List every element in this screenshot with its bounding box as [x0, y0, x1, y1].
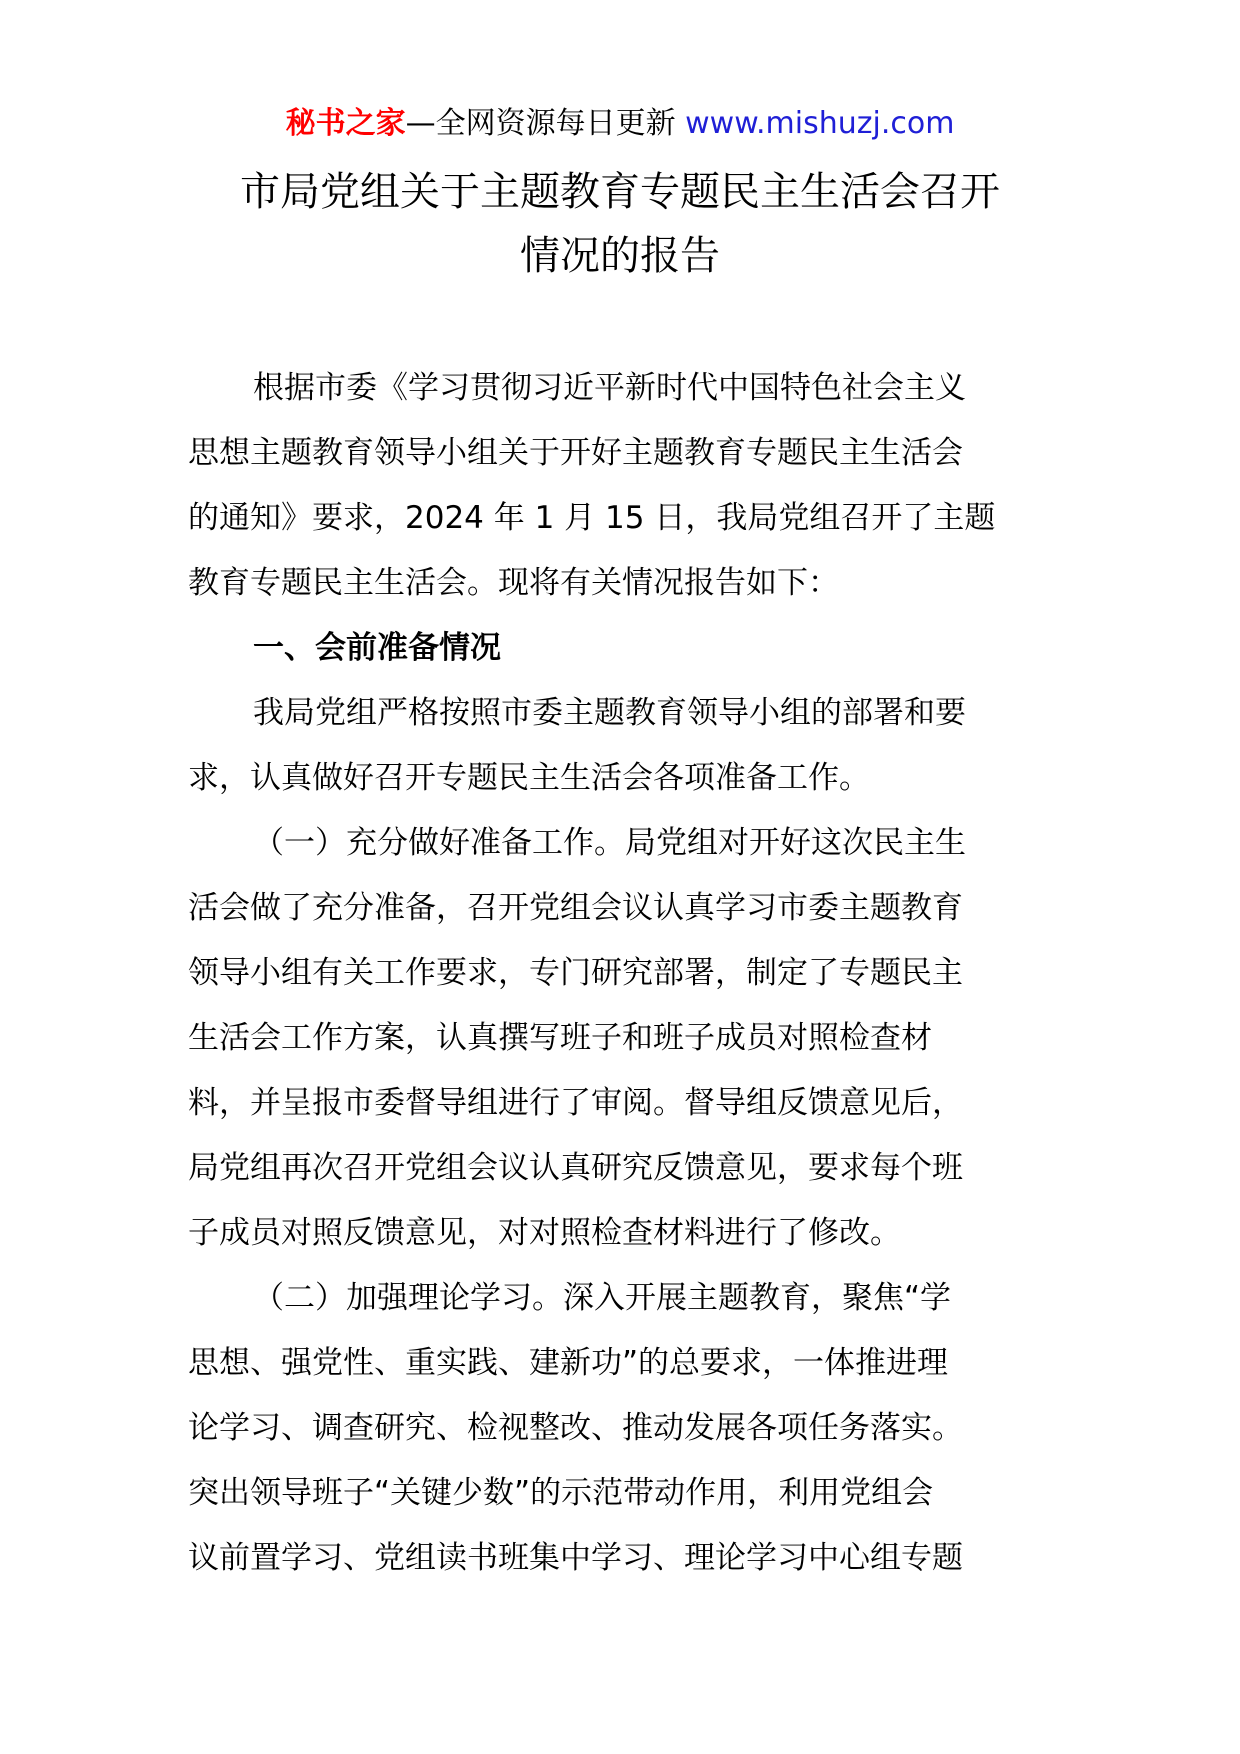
body-line: 突出领导班子“关键少数”的示范带动作用，利用党组会 — [188, 1475, 934, 1511]
body-line: 思想主题教育领导小组关于开好主题教育专题民主生活会 — [188, 435, 963, 471]
body-line: 根据市委《学习贯彻习近平新时代中国特色社会主义 — [253, 370, 966, 406]
body-line: 论学习、调查研究、检视整改、推动发展各项任务落实。 — [188, 1410, 963, 1446]
section-heading: 一、会前准备情况 — [253, 630, 501, 666]
body-line: 子成员对照反馈意见，对对照检查材料进行了修改。 — [188, 1215, 901, 1251]
body-line: 领导小组有关工作要求，专门研究部署，制定了专题民主 — [188, 955, 963, 991]
body-line: 我局党组严格按照市委主题教育领导小组的部署和要 — [253, 695, 966, 731]
body-line: 的通知》要求，2024 年 1 月 15 日，我局党组召开了主题 — [188, 500, 996, 536]
body-line: （一）充分做好准备工作。局党组对开好这次民主生 — [253, 825, 966, 861]
body-line: 局党组再次召开党组会议认真研究反馈意见，要求每个班 — [188, 1150, 963, 1186]
body-line: 议前置学习、党组读书班集中学习、理论学习中心组专题 — [188, 1540, 963, 1576]
header-tagline: —全网资源每日更新 — [405, 106, 676, 141]
body-line: 教育专题民主生活会。现将有关情况报告如下： — [188, 565, 839, 601]
body-line: 活会做了充分准备，召开党组会议认真学习市委主题教育 — [188, 890, 963, 926]
site-header — [0, 102, 1240, 146]
brand-name: 秘书之家 — [285, 106, 406, 141]
body-line: 求，认真做好召开专题民主生活会各项准备工作。 — [188, 760, 870, 796]
title-line-2: 情况的报告 — [520, 233, 720, 279]
document-title — [170, 160, 1070, 288]
site-url-link[interactable]: www.mishuzj.com — [685, 106, 955, 141]
body-line: （二）加强理论学习。深入开展主题教育，聚焦“学 — [253, 1280, 952, 1316]
body-line: 生活会工作方案，认真撰写班子和班子成员对照检查材 — [188, 1020, 932, 1056]
document-body — [188, 356, 1068, 1591]
body-line: 料，并呈报市委督导组进行了审阅。督导组反馈意见后， — [188, 1085, 963, 1121]
title-line-1: 市局党组关于主题教育专题民主生活会召开 — [240, 169, 1000, 215]
body-line: 思想、强党性、重实践、建新功”的总要求，一体推进理 — [188, 1345, 949, 1381]
